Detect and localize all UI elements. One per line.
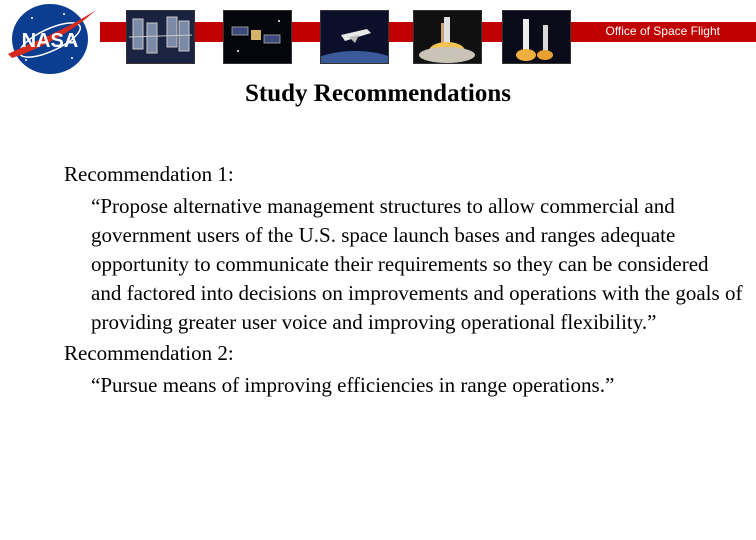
rocket-launch-icon bbox=[502, 10, 571, 64]
recommendation-1-text: “Propose alternative management structures to allow commercial and government users of the U.S. space launch bases and ranges adequate opportunity to communicate their requirements so they can be considered and factored into decisions on improvements and operations with the goals of providing greater user voice and improving operational flexibility.” bbox=[91, 194, 743, 334]
recommendation-2-heading: Recommendation 2: bbox=[64, 341, 234, 365]
space-station-icon bbox=[126, 10, 195, 64]
satellite-icon bbox=[223, 10, 292, 64]
recommendations-list bbox=[64, 160, 744, 400]
shuttle-launch-icon bbox=[413, 10, 482, 64]
recommendation-1-heading: Recommendation 1: bbox=[64, 162, 234, 186]
org-label: Office of Space Flight bbox=[605, 24, 720, 38]
recommendation-2-text: “Pursue means of improving efficiencies in range operations.” bbox=[91, 373, 615, 397]
slide-title: Study Recommendations bbox=[245, 80, 511, 107]
slide-header bbox=[0, 0, 756, 80]
logo-wordmark: NASA bbox=[21, 30, 79, 52]
shuttle-in-orbit-icon bbox=[320, 10, 389, 64]
nasa-logo-icon bbox=[2, 2, 98, 76]
